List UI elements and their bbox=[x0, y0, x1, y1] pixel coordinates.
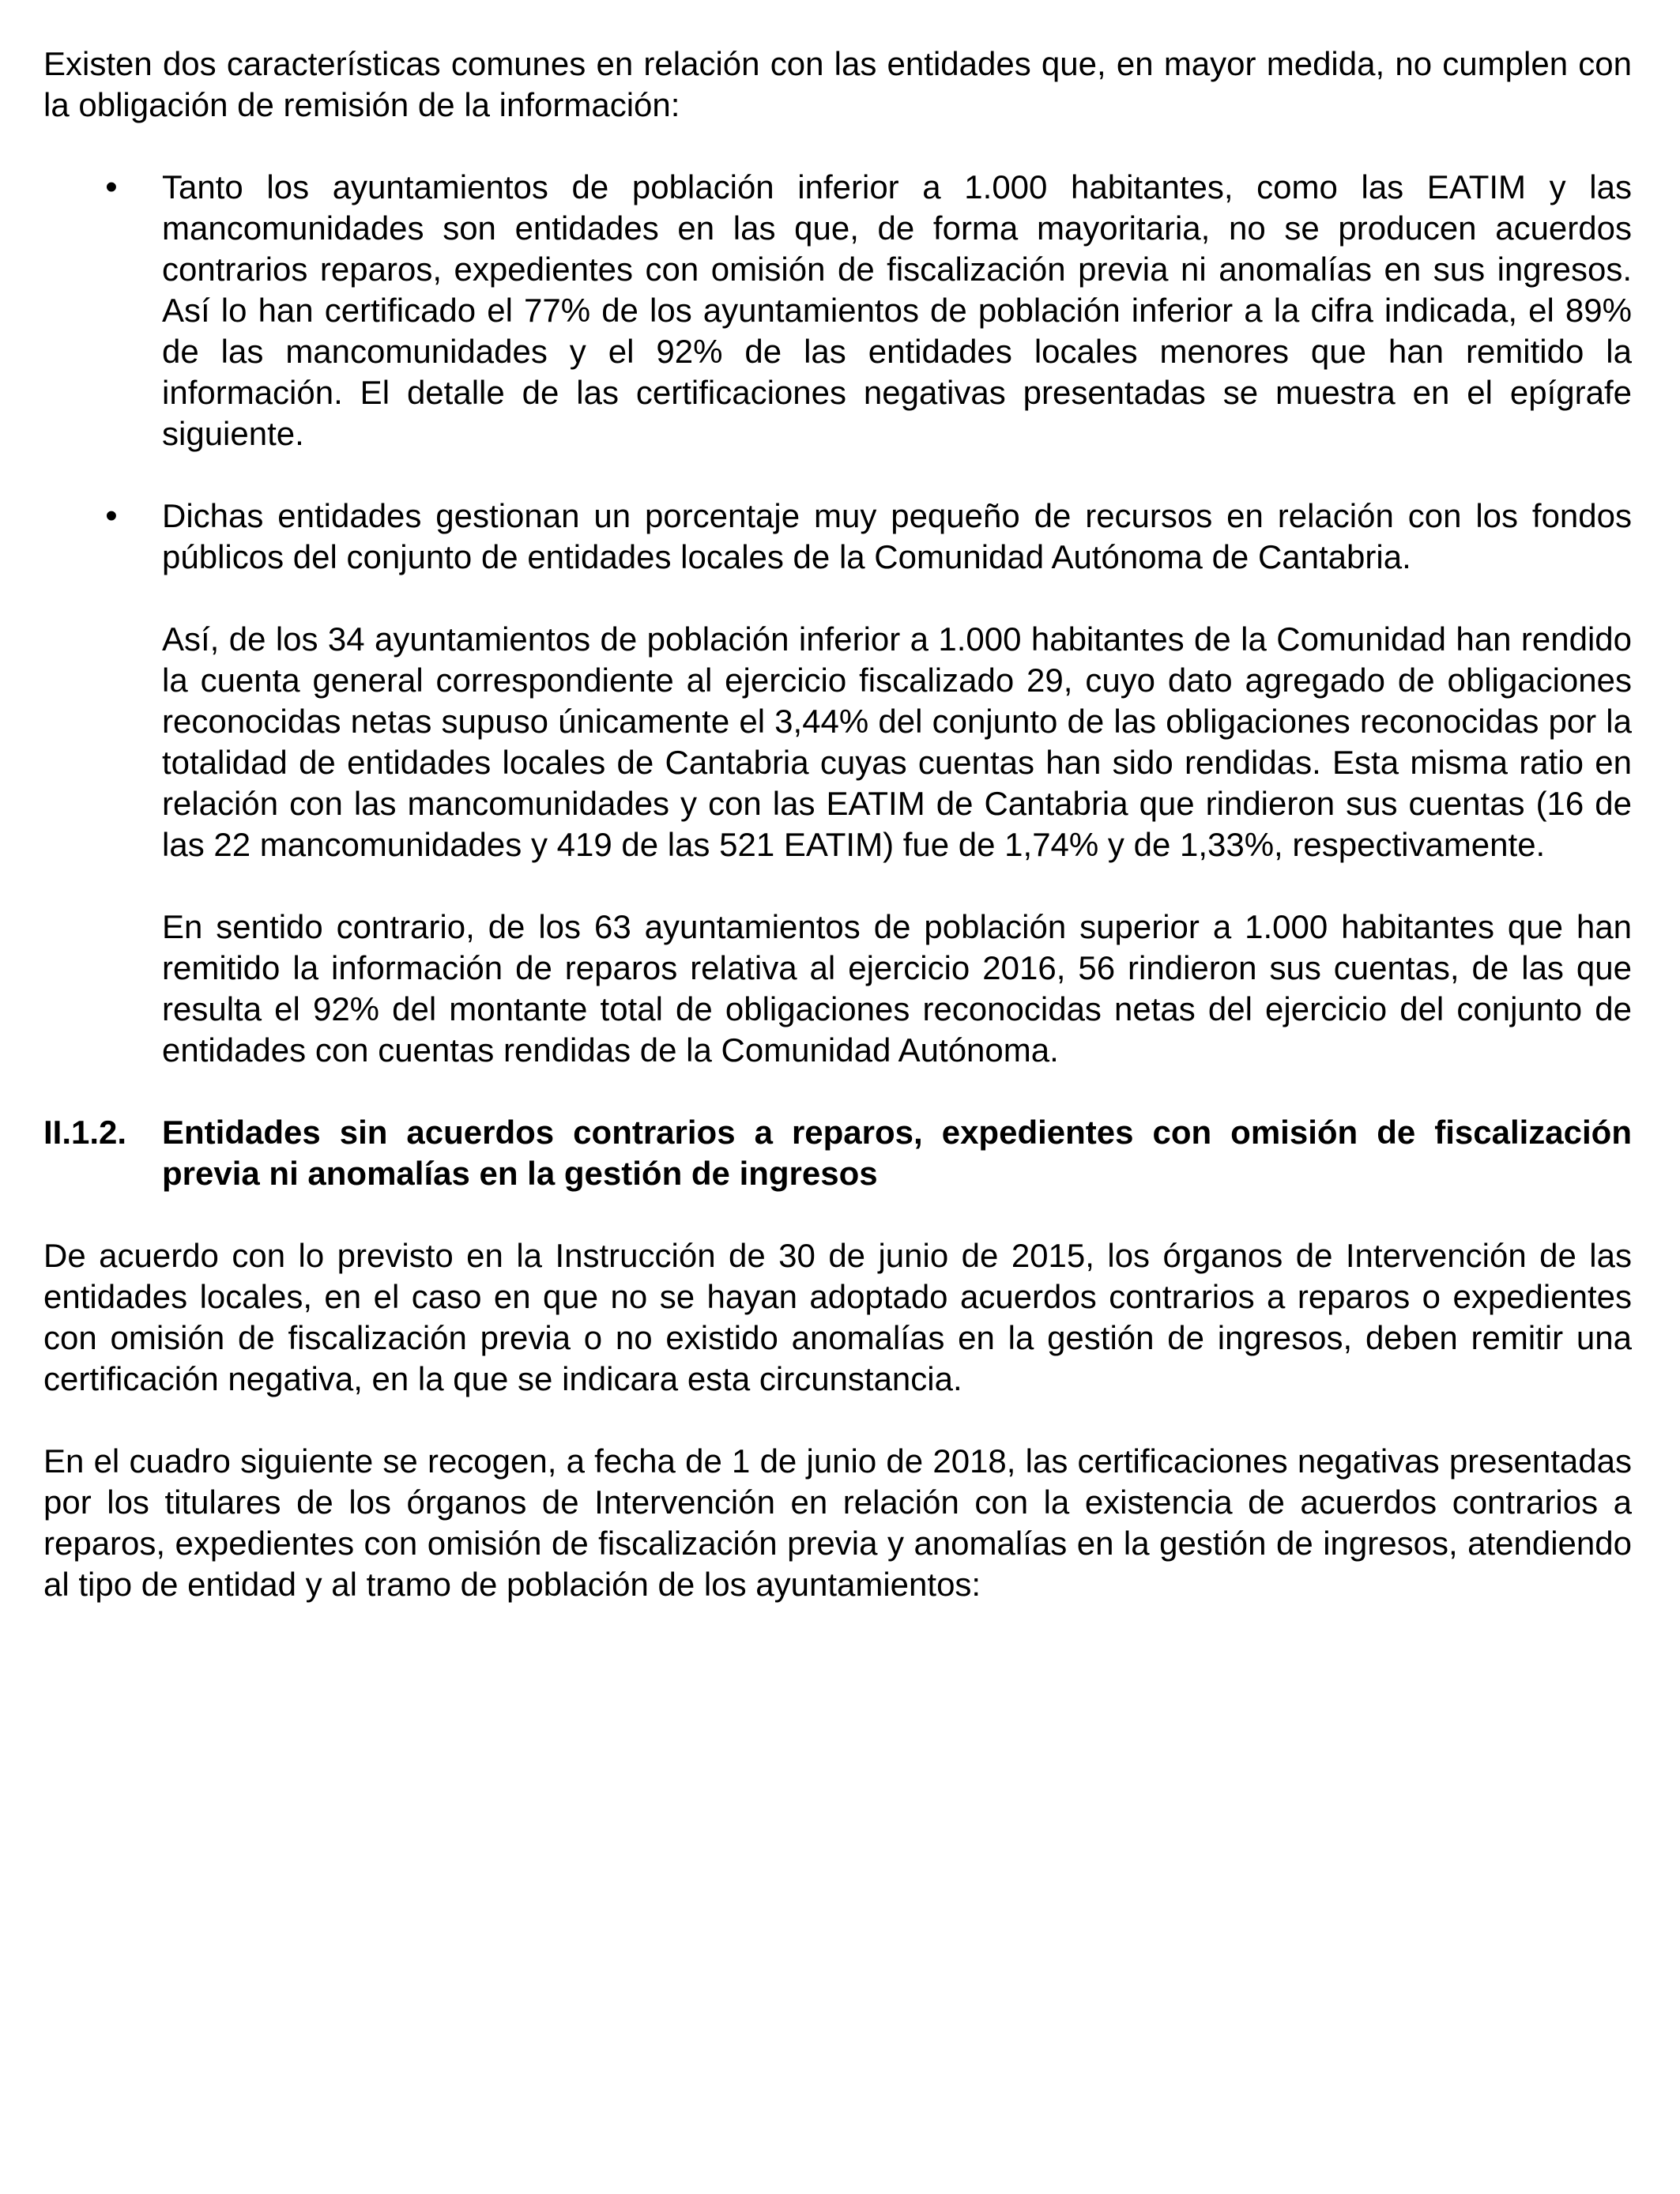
body-paragraph: En el cuadro siguiente se recogen, a fecha de 1 de junio de 2018, las certificaciones negativas presentadas por los titulares de los órganos de Intervención en relación con la existencia de acuerdos contrarios a reparos, expedientes con omisión de fiscalización previa y anomalías en la gestión de ingresos, atendiendo al tipo de entidad y al tramo de población de los ayuntamientos: bbox=[43, 1442, 1632, 1603]
section-heading bbox=[43, 1112, 1632, 1194]
bullet-text: Dichas entidades gestionan un porcentaje muy pequeño de recursos en relación con los fondos públicos del conjunto de entidades locales de la Comunidad Autónoma de Cantabria. bbox=[162, 497, 1632, 575]
bullet-text: Tanto los ayuntamientos de población inferior a 1.000 habitantes, como las EATIM y las mancomunidades son entidades en las que, de forma mayoritaria, no se producen acuerdos contrarios reparos, expedientes con omisión de fiscalización previa ni anomalías en sus ingresos. Así lo han certificado el 77% de los ayuntamientos de población inferior a la cifra indicada, el 89% de las mancomunidades y el 92% de las entidades locales menores que han remitido la información. El detalle de las certificaciones negativas presentadas se muestra en el epígrafe siguiente. bbox=[162, 168, 1632, 452]
bullet-marker: • bbox=[105, 168, 118, 206]
section-number: II.1.2. bbox=[43, 1114, 127, 1151]
bullet-sub-paragraph: En sentido contrario, de los 63 ayuntamientos de población superior a 1.000 habitantes que han remitido la información de reparos relativa al ejercicio 2016, 56 rindieron sus cuentas, de las que resulta el 92% del montante total de obligaciones reconocidas netas del ejercicio del conjunto de entidades con cuentas rendidas de la Comunidad Autónoma. bbox=[162, 908, 1632, 1069]
bullet-item bbox=[43, 167, 1632, 454]
body-paragraph: De acuerdo con lo previsto en la Instrucción de 30 de junio de 2015, los órganos de Intervención de las entidades locales, en el caso en que no se hayan adoptado acuerdos contrarios a reparos o expedientes con omisión de fiscalización previa o no existido anomalías en la gestión de ingresos, deben remitir una certificación negativa, en la que se indicara esta circunstancia. bbox=[43, 1237, 1632, 1397]
document-page bbox=[43, 43, 1632, 1646]
bullet-sub-paragraph: Así, de los 34 ayuntamientos de población inferior a 1.000 habitantes de la Comunidad han rendido la cuenta general correspondiente al ejercicio fiscalizado 29, cuyo dato agregado de obligaciones reconocidas netas supuso únicamente el 3,44% del conjunto de las obligaciones reconocidas por la totalidad de entidades locales de Cantabria cuyas cuentas han sido rendidas. Esta misma ratio en relación con las mancomunidades y con las EATIM de Cantabria que rindieron sus cuentas (16 de las 22 mancomunidades y 419 de las 521 EATIM) fue de 1,74% y de 1,33%, respectivamente. bbox=[162, 620, 1632, 863]
bullet-list bbox=[43, 167, 1632, 1071]
bullet-marker: • bbox=[105, 496, 118, 535]
bullet-item bbox=[43, 496, 1632, 1071]
intro-paragraph: Existen dos características comunes en relación con las entidades que, en mayor medida, no cumplen con la obligación de remisión de la información: bbox=[43, 45, 1632, 123]
section-title: Entidades sin acuerdos contrarios a reparos, expedientes con omisión de fiscalización previa ni anomalías en la gestión de ingresos bbox=[162, 1114, 1632, 1192]
